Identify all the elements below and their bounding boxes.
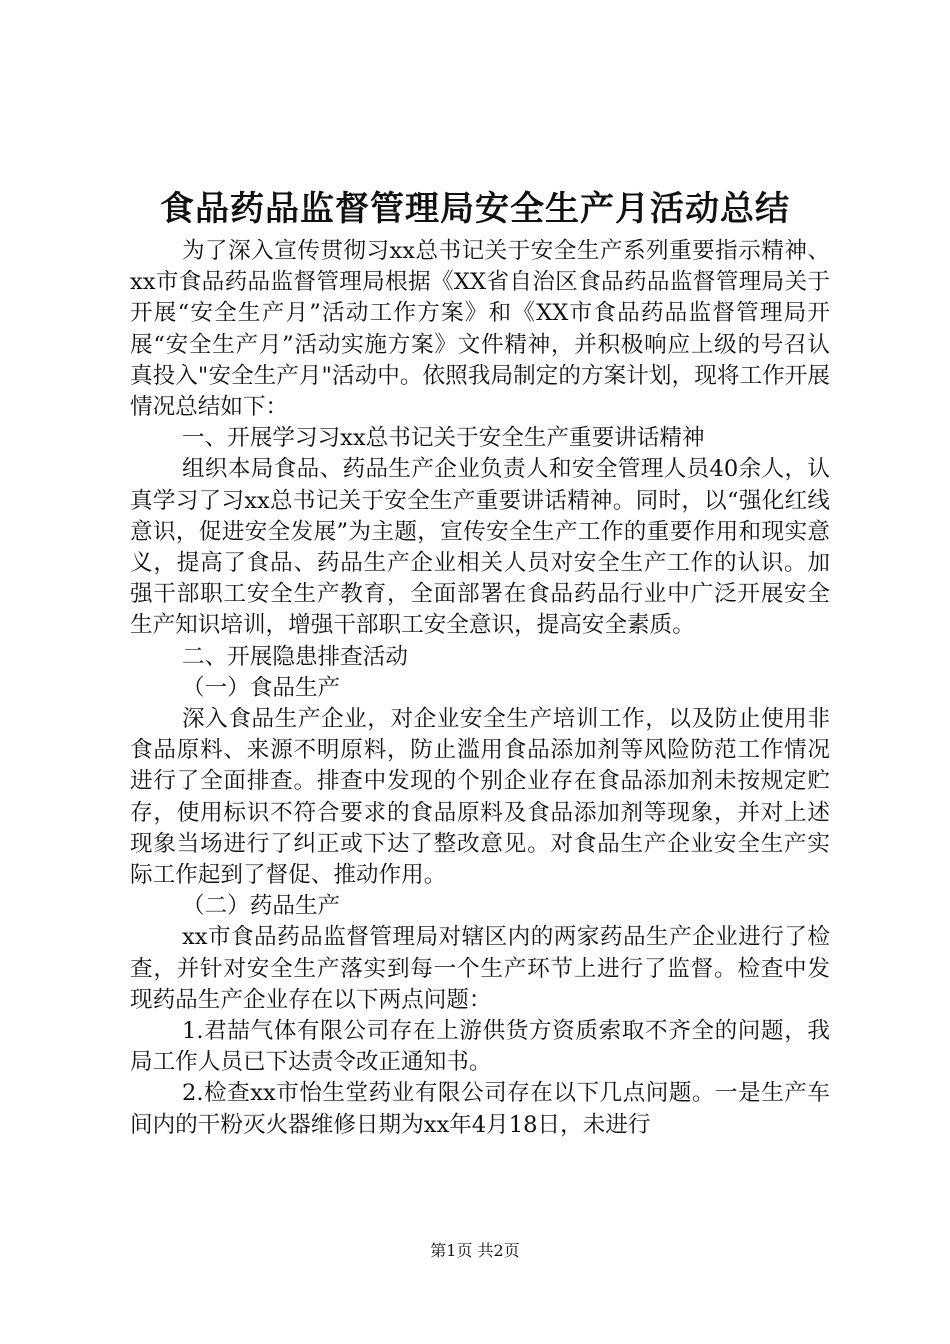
- section-heading-1: 一、开展学习习xx总书记关于安全生产重要讲话精神: [182, 425, 705, 452]
- paragraph-drug: xx市食品药品监督管理局对辖区内的两家药品生产企业进行了检查，并针对安全生产落实到每一个生产环节上进行了监督。检查中发现药品生产企业存在以下两点问题：: [130, 924, 830, 1013]
- paragraph-section-1: 组织本局食品、药品生产企业负责人和安全管理人员40余人，认真学习了习xx总书记关于安全生产重要讲话精神。同时，以“强化红线意识，促进安全发展”为主题，宣传安全生产工作的重要作用和现实意义，提高了食品、药品生产企业相关人员对安全生产工作的认识。加强干部职工安全生产教育，全面部署在食品药品行业中广泛开展安全生产知识培训，增强干部职工安全意识，提高安全素质。: [130, 456, 830, 639]
- section-heading-2: 二、开展隐患排查活动: [182, 643, 408, 670]
- paragraph-food: 深入食品生产企业，对企业安全生产培训工作，以及防止使用非食品原料、来源不明原料，防止滥用食品添加剂等风险防范工作情况进行了全面排查。排查中发现的个别企业存在食品添加剂未按规定贮存，使用标识不符合要求的食品原料及食品添加剂等现象，并对上述现象当场进行了纠正或下达了整改意见。对食品生产企业安全生产实际工作起到了督促、推动作用。: [130, 706, 830, 889]
- list-item-1: 1.君喆气体有限公司存在上游供货方资质索取不齐全的问题，我局工作人员已下达责令改正通知书。: [130, 1018, 830, 1076]
- page-footer: 第1页 共2页: [430, 1241, 520, 1260]
- subsection-heading-food: （一）食品生产: [182, 674, 341, 701]
- document-title: 食品药品监督管理局安全生产月活动总结: [160, 189, 790, 229]
- paragraph-intro: 为了深入宣传贯彻习xx总书记关于安全生产系列重要指示精神、xx市食品药品监督管理局根据《XX省自治区食品药品监督管理局关于开展“安全生产月”活动工作方案》和《XX市食品药品监督管理局开展“安全生产月”活动实施方案》文件精神，并积极响应上级的号召认真投入"安全生产月"活动中。依照我局制定的方案计划，现将工作开展情况总结如下：: [130, 238, 830, 421]
- list-item-2: 2.检查xx市怡生堂药业有限公司存在以下几点问题。一是生产车间内的干粉灭火器维修日期为xx年4月18日，未进行: [130, 1080, 830, 1138]
- subsection-heading-drug: （二）药品生产: [182, 893, 341, 920]
- document-body: [130, 236, 830, 1141]
